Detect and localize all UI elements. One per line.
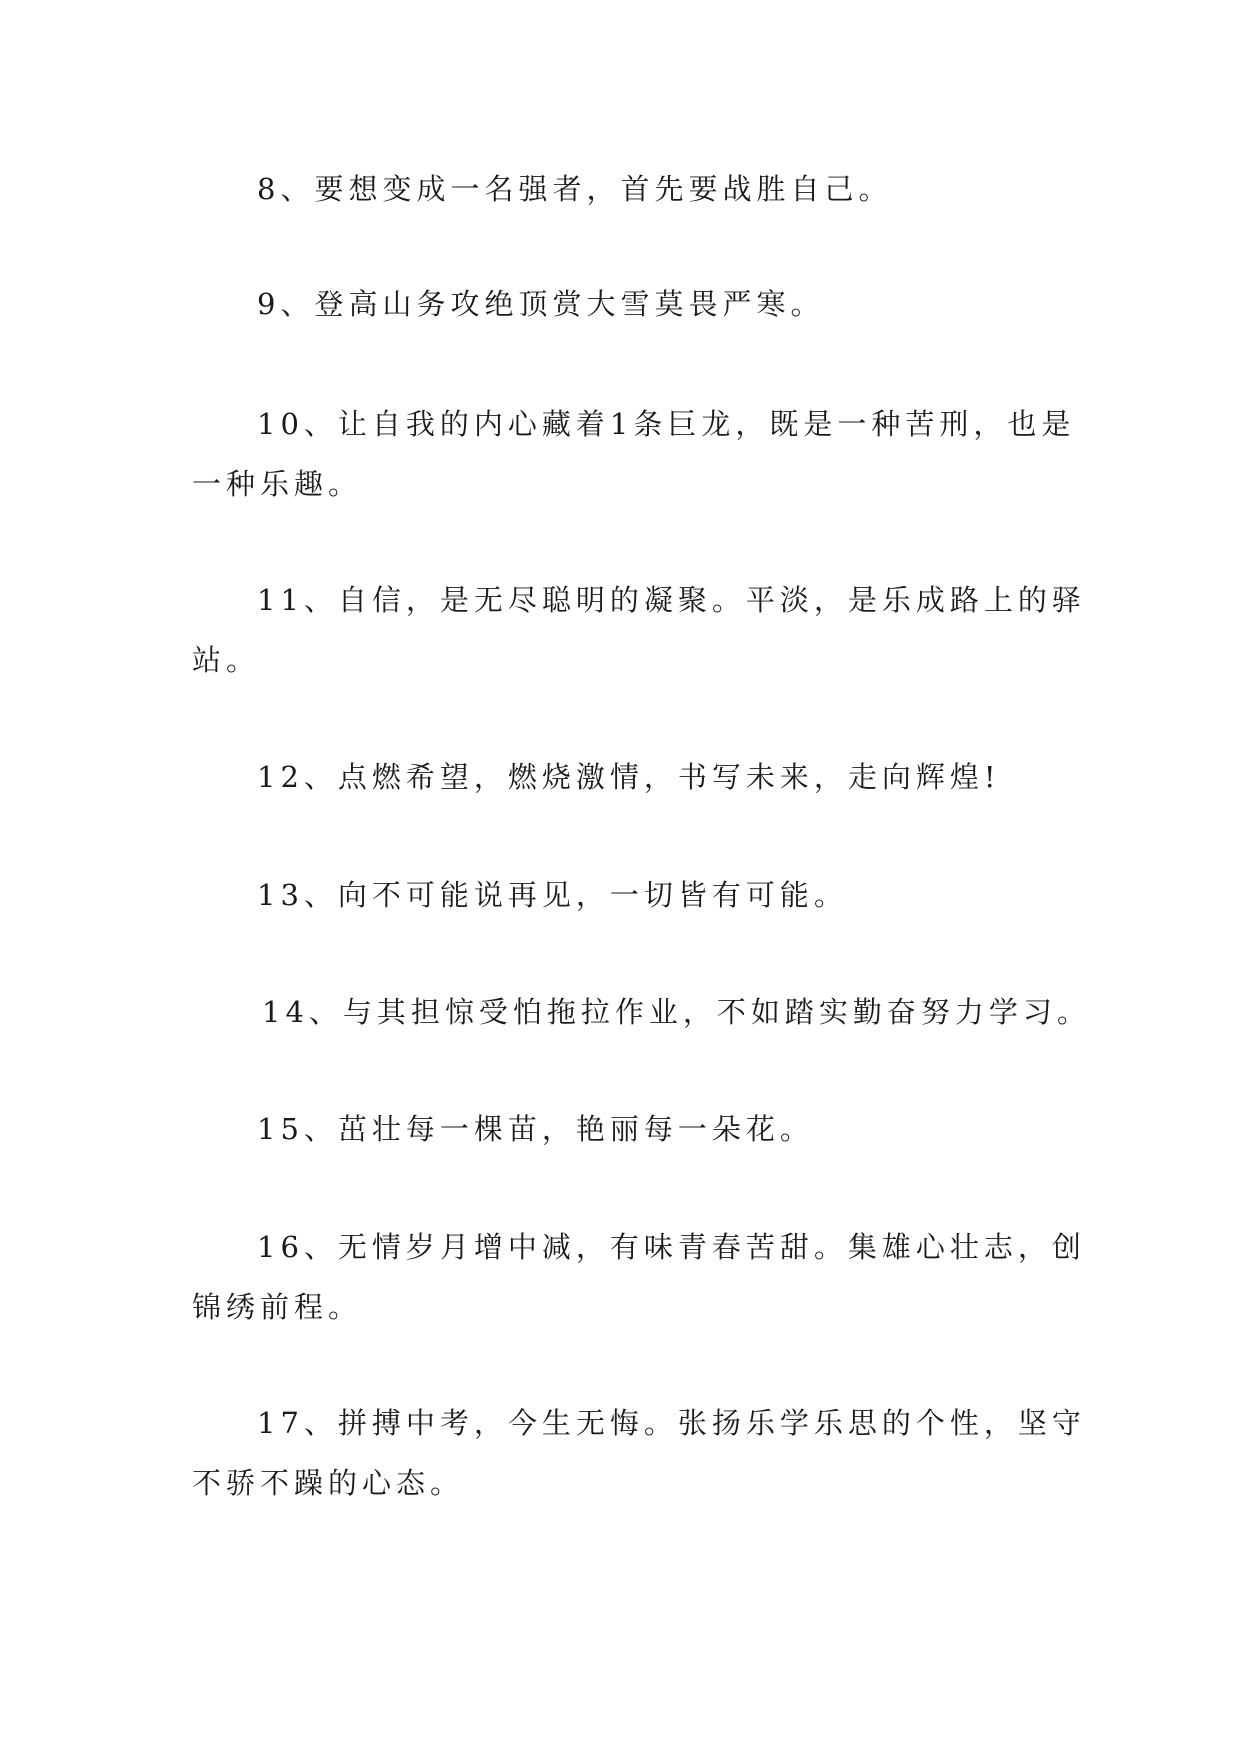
list-item-line: 16、无情岁月增中减，有味青春苦甜。集雄心壮志，创 — [257, 1230, 1086, 1264]
list-item-line: 10、让自我的内心藏着1条巨龙，既是一种苦刑，也是 — [257, 407, 1076, 441]
list-item-line: 12、点燃希望，燃烧激情，书写未来，走向辉煌! — [257, 760, 1001, 794]
list-item-line: 锦绣前程。 — [192, 1290, 363, 1324]
list-item-line: 11、自信，是无尽聪明的凝聚。平淡，是乐成路上的驿 — [257, 583, 1086, 617]
list-item-line: 一种乐趣。 — [192, 467, 363, 501]
list-item-line: 9、登高山务攻绝顶赏大雪莫畏严寒。 — [257, 287, 825, 321]
list-item-line: 17、拼搏中考，今生无悔。张扬乐学乐思的个性，坚守 — [257, 1406, 1086, 1440]
list-item-line: 14、与其担惊受怕拖拉作业，不如踏实勤奋努力学习。 — [262, 995, 1091, 1029]
list-item-line: 站。 — [192, 643, 261, 677]
list-item-line: 不骄不躁的心态。 — [192, 1466, 465, 1500]
list-item-line: 15、茁壮每一棵苗，艳丽每一朵花。 — [257, 1112, 814, 1146]
list-item-line: 8、要想变成一名强者，首先要战胜自己。 — [257, 172, 893, 206]
list-item-line: 13、向不可能说再见，一切皆有可能。 — [257, 878, 848, 912]
